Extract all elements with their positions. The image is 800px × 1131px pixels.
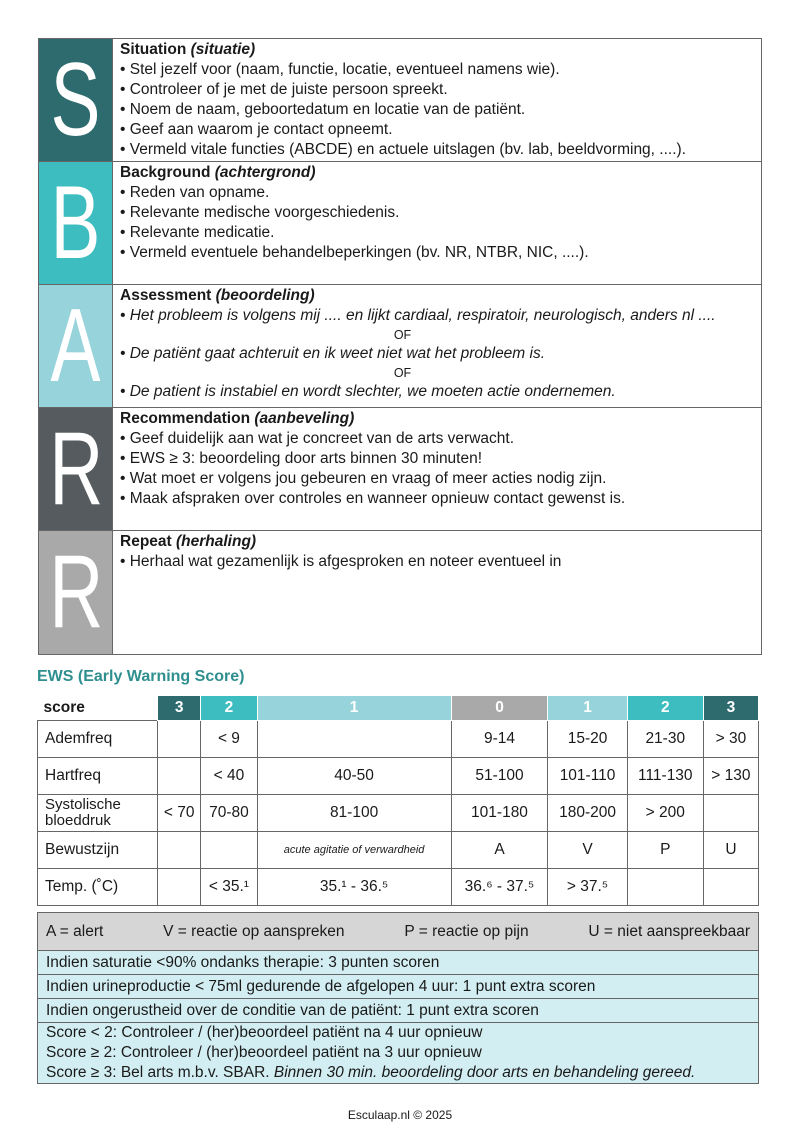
ews-cell: > 30 <box>703 721 758 758</box>
rule-text: Indien urineproductie < 75ml gedurende de afgelopen 4 uur: 1 punt extra scoren <box>38 975 759 999</box>
action-text: Score < 2: Controleer / (her)beoordeel patiënt na 4 uur opnieuw <box>46 1024 483 1041</box>
rule-row <box>38 951 759 975</box>
ews-cell: < 35.¹ <box>201 869 257 906</box>
sbar-title <box>120 409 755 429</box>
ews-legend <box>37 912 759 1084</box>
avpu-item: P = reactie op pijn <box>404 922 529 940</box>
action-line <box>46 1063 750 1083</box>
ews-row <box>38 832 759 869</box>
ews-row-label: Hartfreq <box>38 758 158 795</box>
avpu-item: V = reactie op aanspreken <box>163 922 345 940</box>
sbar-bullet: • Geef duidelijk aan wat je concreet van de arts verwacht. <box>120 429 755 449</box>
ews-score-cell: 0 <box>451 696 548 721</box>
sbar-letter-block <box>39 408 112 530</box>
ews-score-cell: 2 <box>627 696 703 721</box>
sbar-bullet: • Geef aan waarom je contact opneemt. <box>120 120 755 140</box>
sbar-row <box>39 531 761 654</box>
sbar-title-main: Situation <box>120 41 187 58</box>
ews-cell: 111-130 <box>627 758 703 795</box>
action-line <box>46 1023 750 1043</box>
ews-cell: 36.⁶ - 37.⁵ <box>451 869 548 906</box>
rule-row <box>38 975 759 999</box>
sbar-title-sub: (beoordeling) <box>215 287 315 304</box>
ews-cell: 9-14 <box>451 721 548 758</box>
ews-header-label: score <box>43 698 85 716</box>
rule-row <box>38 999 759 1023</box>
ews-cell <box>201 832 257 869</box>
sbar-bullet: • Reden van opname. <box>120 183 755 203</box>
sbar-title <box>120 532 755 552</box>
sbar-title-sub: (herhaling) <box>176 533 257 550</box>
sbar-content <box>112 531 761 654</box>
ews-cell: 21-30 <box>627 721 703 758</box>
ews-row <box>38 721 759 758</box>
sbar-letter: S <box>50 42 101 158</box>
avpu-item: U = niet aanspreekbaar <box>588 922 750 940</box>
ews-cell <box>627 869 703 906</box>
ews-cell: 35.¹ - 36.⁵ <box>257 869 451 906</box>
ews-row-label: Bewustzijn <box>38 832 158 869</box>
sbar-bullet: • Vermeld eventuele behandelbeperkingen (bv. NR, NTBR, NIC, ....). <box>120 243 755 263</box>
ews-cell: < 9 <box>201 721 257 758</box>
ews-score-cell: 3 <box>158 696 201 721</box>
ews-row-label: Ademfreq <box>38 721 158 758</box>
sbar-title <box>120 40 755 60</box>
ews-cell: < 70 <box>158 795 201 832</box>
action-cell <box>38 1023 759 1084</box>
sbar-title-sub: (aanbeveling) <box>254 410 355 427</box>
sbar-letter: R <box>49 411 104 527</box>
sbar-row <box>39 285 761 408</box>
sbar-title-main: Repeat <box>120 533 172 550</box>
sbar-panel <box>38 38 762 655</box>
sbar-title-sub: (achtergrond) <box>214 164 316 181</box>
sbar-row <box>39 162 761 285</box>
sbar-bullet: • Herhaal wat gezamenlijk is afgesproken en noteer eventueel in <box>120 552 755 572</box>
ews-cell <box>257 721 451 758</box>
ews-header-row <box>38 696 759 721</box>
ews-title: EWS (Early Warning Score) <box>37 668 245 685</box>
action-extra: Binnen 30 min. beoordeling door arts en behandeling gereed. <box>273 1064 696 1081</box>
action-text: Score ≥ 2: Controleer / (her)beoordeel patiënt na 3 uur opnieuw <box>46 1044 482 1061</box>
ews-cell: 40-50 <box>257 758 451 795</box>
ews-cell: > 130 <box>703 758 758 795</box>
ews-score-cell: 1 <box>548 696 627 721</box>
ews-cell: 180-200 <box>548 795 627 832</box>
ews-cell: 81-100 <box>257 795 451 832</box>
ews-score-cell: 1 <box>257 696 451 721</box>
rule-text: Indien saturatie <90% ondanks therapie: 3 punten scoren <box>38 951 759 975</box>
ews-cell: 70-80 <box>201 795 257 832</box>
ews-cell: 101-110 <box>548 758 627 795</box>
rule-text: Indien ongerustheid over de conditie van de patiënt: 1 punt extra scoren <box>38 999 759 1023</box>
action-text: Score ≥ 3: Bel arts m.b.v. SBAR. <box>46 1064 274 1081</box>
ews-cell: 15-20 <box>548 721 627 758</box>
avpu-cell <box>38 913 759 951</box>
sbar-bullet: • Relevante medische voorgeschiedenis. <box>120 203 755 223</box>
ews-score-cell: 3 <box>703 696 758 721</box>
ews-cell <box>158 832 201 869</box>
sbar-letter-block <box>39 531 112 654</box>
ews-row <box>38 869 759 906</box>
sbar-row <box>39 39 761 162</box>
sbar-bullet: • De patient is instabiel en wordt slechter, we moeten actie ondernemen. <box>120 382 755 402</box>
sbar-title <box>120 286 755 306</box>
sbar-or: OF <box>393 328 412 342</box>
sbar-title-sub: (situatie) <box>190 41 256 58</box>
ews-cell: acute agitatie of verwardheid <box>257 832 451 869</box>
avpu-list <box>46 923 750 941</box>
ews-cell <box>703 795 758 832</box>
ews-cell <box>703 869 758 906</box>
ews-cell: 101-180 <box>451 795 548 832</box>
sbar-row <box>39 408 761 531</box>
sbar-title-main: Recommendation <box>120 410 251 427</box>
ews-cell <box>158 869 201 906</box>
ews-row-label: Temp. (˚C) <box>38 869 158 906</box>
sbar-bullet: • Stel jezelf voor (naam, functie, locatie, eventueel namens wie). <box>120 60 755 80</box>
sbar-bullet: • De patiënt gaat achteruit en ik weet niet wat het probleem is. <box>120 344 755 364</box>
sbar-title-main: Assessment <box>120 287 212 304</box>
sbar-bullet: • EWS ≥ 3: beoordeling door arts binnen 30 minuten! <box>120 449 755 469</box>
ews-row <box>38 758 759 795</box>
ews-cell: U <box>703 832 758 869</box>
sbar-bullet: • Relevante medicatie. <box>120 223 755 243</box>
sbar-title-main: Background <box>120 164 211 181</box>
action-line <box>46 1043 750 1063</box>
sbar-letter-block <box>39 285 112 407</box>
sbar-title <box>120 163 755 183</box>
avpu-item: A = alert <box>46 922 104 940</box>
ews-cell: A <box>451 832 548 869</box>
ews-cell: > 37.⁵ <box>548 869 627 906</box>
sbar-bullet: • Noem de naam, geboortedatum en locatie van de patiënt. <box>120 100 755 120</box>
action-row <box>38 1023 759 1084</box>
sbar-letter: B <box>50 165 101 281</box>
sbar-bullet: • Vermeld vitale functies (ABCDE) en actuele uitslagen (bv. lab, beeldvorming, ....). <box>120 140 755 160</box>
sbar-letter: A <box>50 288 101 404</box>
sbar-bullet: • Maak afspraken over controles en wanneer opnieuw contact gewenst is. <box>120 489 755 509</box>
ews-table <box>37 695 759 906</box>
ews-cell: > 200 <box>627 795 703 832</box>
sbar-bullet: • Controleer of je met de juiste persoon spreekt. <box>120 80 755 100</box>
ews-row-label: Systolische bloeddruk <box>38 795 158 832</box>
avpu-row <box>38 913 759 951</box>
sbar-content <box>112 408 761 530</box>
sbar-bullet: • Wat moet er volgens jou gebeuren en vraag of meer acties nodig zijn. <box>120 469 755 489</box>
sbar-content <box>112 162 761 284</box>
sbar-bullet: • Het probleem is volgens mij .... en lijkt cardiaal, respiratoir, neurologisch, anders nl .... <box>120 306 755 326</box>
sbar-content <box>112 285 761 407</box>
ews-cell: V <box>548 832 627 869</box>
sbar-letter-block <box>39 39 112 161</box>
ews-cell <box>158 721 201 758</box>
sbar-or: OF <box>393 366 412 380</box>
footer-copyright: Esculaap.nl © 2025 <box>347 1108 453 1122</box>
ews-cell <box>158 758 201 795</box>
ews-cell: < 40 <box>201 758 257 795</box>
ews-score-cell: 2 <box>201 696 257 721</box>
ews-row <box>38 795 759 832</box>
sbar-letter: R <box>49 534 104 650</box>
sbar-letter-block <box>39 162 112 284</box>
ews-cell: 51-100 <box>451 758 548 795</box>
ews-cell: P <box>627 832 703 869</box>
sbar-content <box>112 39 761 161</box>
